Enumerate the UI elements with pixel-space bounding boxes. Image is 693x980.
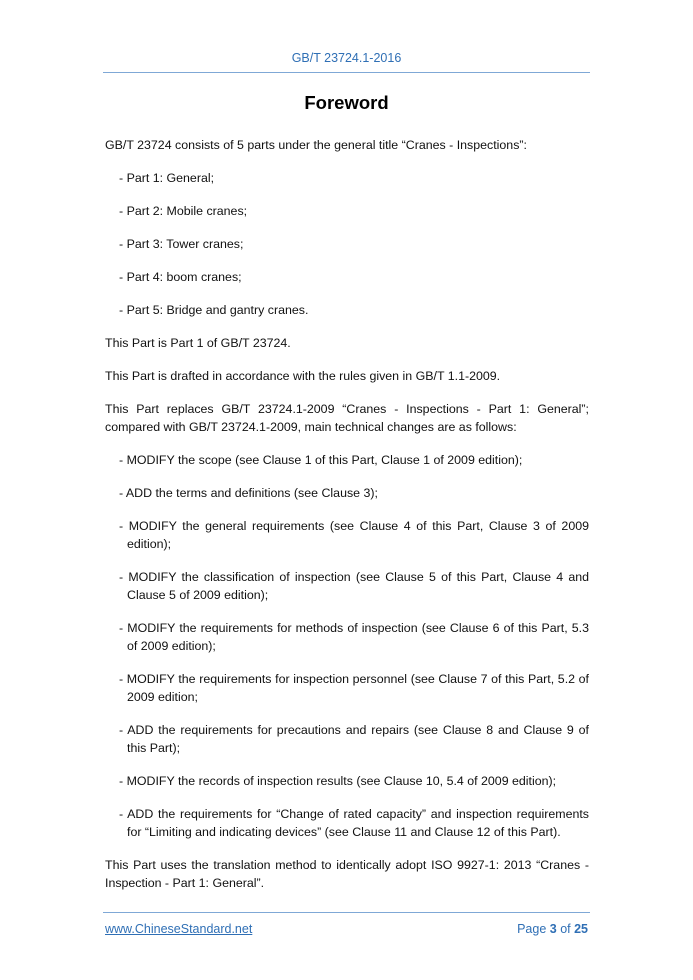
change-list-item: - MODIFY the scope (see Clause 1 of this Part, Clause 1 of 2009 edition); [119,453,523,467]
translation-paragraph: This Part uses the translation method to identically adopt ISO 9927-1: 2013 “Cranes - Inspection - Part 1: General”. [105,858,589,890]
footer-divider [103,912,590,913]
page-number [517,922,588,936]
change-list-item: - MODIFY the classification of inspection (see Clause 5 of this Part, Clause 4 and Clause 5 of 2009 edition); [119,570,589,602]
part-list-item: - Part 3: Tower cranes; [119,237,244,251]
change-list-item: - ADD the terms and definitions (see Clause 3); [119,486,378,500]
part-of-paragraph: This Part is Part 1 of GB/T 23724. [105,336,291,350]
change-list-item: - MODIFY the requirements for inspection personnel (see Clause 7 of this Part, 5.2 of 2009 edition; [119,672,589,704]
header-divider [103,72,590,73]
change-list-item: - ADD the requirements for “Change of rated capacity” and inspection requirements for “Limiting and indicating devices” (see Clause 11 and Clause 12 of this Part). [119,807,589,839]
page-title: Foreword [304,92,389,113]
intro-paragraph: GB/T 23724 consists of 5 parts under the general title “Cranes - Inspections”: [105,138,527,152]
change-list-item: - MODIFY the requirements for methods of inspection (see Clause 6 of this Part, 5.3 of 2009 edition); [119,621,589,653]
part-list-item: - Part 5: Bridge and gantry cranes. [119,303,309,317]
part-list-item: - Part 4: boom cranes; [119,270,242,284]
page-prefix: Page [517,922,550,936]
drafted-paragraph: This Part is drafted in accordance with the rules given in GB/T 1.1-2009. [105,369,501,383]
document-body [105,136,589,892]
current-page: 3 [549,922,557,936]
part-list-item: - Part 1: General; [119,171,215,185]
replaces-paragraph: This Part replaces GB/T 23724.1-2009 “Cranes - Inspections - Part 1: General”; compared with GB/T 23724.1-2009, main technical changes are as follows: [105,402,589,434]
total-pages: 25 [574,922,588,936]
change-list-item: - MODIFY the records of inspection results (see Clause 10, 5.4 of 2009 edition); [119,774,557,788]
website-link[interactable]: www.ChineseStandard.net [105,922,253,936]
change-list-item: - ADD the requirements for precautions and repairs (see Clause 8 and Clause 9 of this Part); [119,723,589,755]
part-list-item: - Part 2: Mobile cranes; [119,204,248,218]
document-code-header: GB/T 23724.1-2016 [291,51,402,65]
page-of: of [556,922,575,936]
change-list-item: - MODIFY the general requirements (see Clause 4 of this Part, Clause 3 of 2009 edition); [119,519,589,551]
